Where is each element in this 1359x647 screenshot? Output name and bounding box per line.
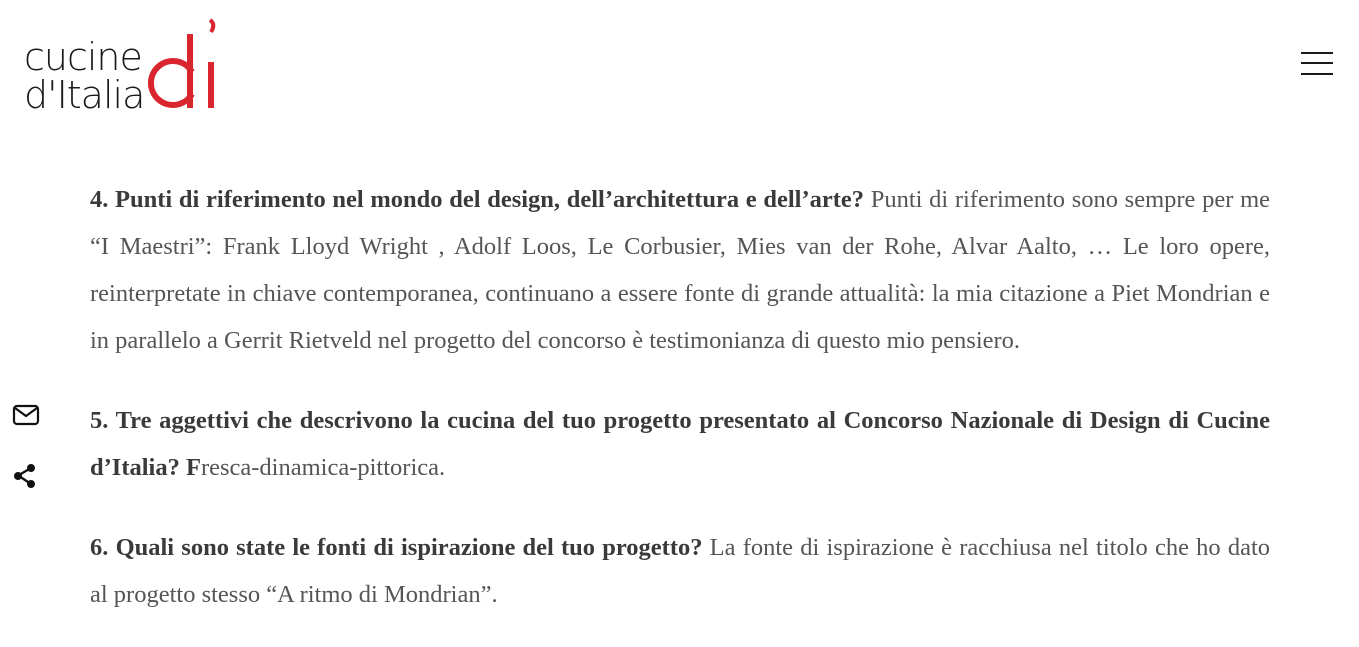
article-body [90,176,1270,647]
question-4: 4. Punti di riferimento nel mondo del design, dell’architettura e dell’arte? [90,186,865,213]
menu-line [1301,62,1333,64]
logo-text-cucine: cucine [24,35,142,79]
mail-icon[interactable] [12,401,40,429]
article-paragraph-4 [90,176,1270,364]
logo-text-ditalia: d'Italia [24,73,145,117]
share-icon[interactable] [12,462,40,490]
question-6: 6. Quali sono state le fonti di ispirazione del tuo progetto? [90,534,703,561]
hamburger-menu-icon[interactable] [1301,50,1333,76]
answer-6: La fonte di ispirazione è racchiusa nel titolo che ho dato al progetto stesso “A ritmo di Mondrian”. [90,534,1270,608]
menu-line [1301,52,1333,54]
answer-4: Punti di riferimento sono sempre per me “I Maestri”: Frank Lloyd Wright , Adolf Loos, Le Corbusier, Mies van der Rohe, Alvar Aalto, … Le loro opere, reinterpretate in chiave contemporanea, continuano a essere fonte di grande attualità: la mia citazione a Piet Mondrian e in parallelo a Gerrit Rietveld nel progetto del concorso è testimonianza di questo mio pensiero. [90,186,1271,354]
site-logo[interactable] [24,18,224,117]
answer-5: resca-dinamica-pittorica. [200,454,446,481]
logo-di-mark-icon [142,18,222,113]
article-paragraph-6 [90,524,1270,618]
question-5: 5. Tre aggettivi che descrivono la cucina del tuo progetto presentato al Concorso Nazionale di Design di Cucine d’Italia? F [90,407,1270,481]
article-paragraph-5 [90,397,1270,491]
menu-line [1301,73,1333,75]
